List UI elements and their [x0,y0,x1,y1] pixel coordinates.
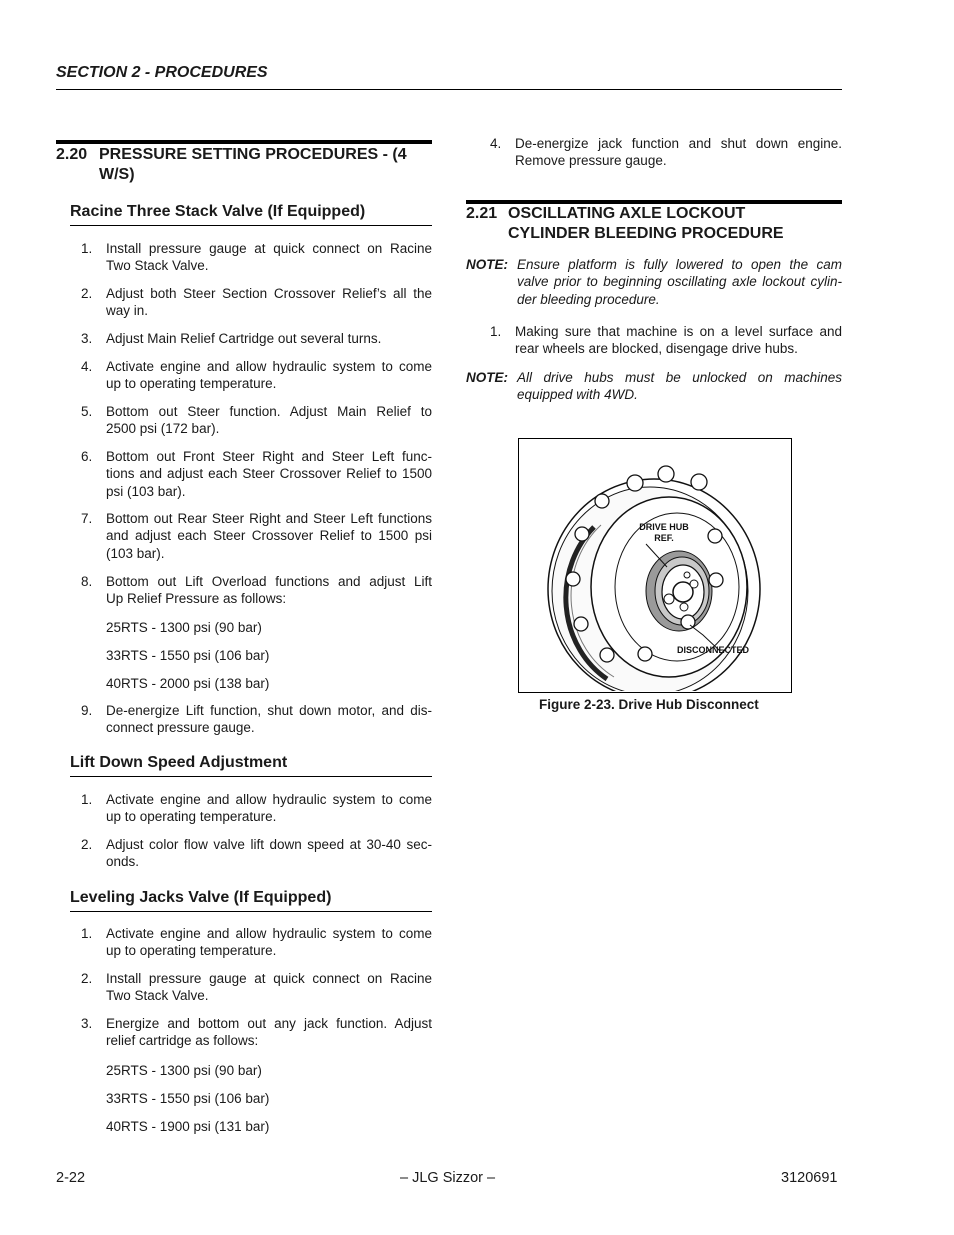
note-block [466,256,842,308]
item-number: 9. [81,703,93,718]
section-title-line1: OSCILLATING AXLE LOCKOUT [508,205,746,222]
item-text-line: way in. [106,303,149,319]
leveling-heading-rule [70,911,432,912]
list-item [81,285,432,320]
section-number: 2.21 [466,205,498,222]
item-text-line: and adjust each Steer Crossover Relief to 1500 psi [106,528,432,544]
item-number: 6. [81,449,93,464]
item-number: 1. [490,324,502,339]
disconnected-label: DISCONNECTED [677,645,750,655]
racine-heading-rule [70,225,432,226]
relief-setting: 25RTS - 1300 psi (90 bar) [106,1063,262,1078]
item-number: 5. [81,404,93,419]
item-text-line: psi (103 bar). [106,483,186,499]
list-item [81,573,432,608]
item-text-line: Remove pressure gauge. [515,153,667,169]
item-number: 7. [81,511,93,526]
figure-caption: Figure 2-23. Drive Hub Disconnect [539,697,759,712]
list-item [81,970,432,1005]
list-item [81,702,432,737]
drive-hub-label-line1: DRIVE HUB [639,522,689,532]
list-item [81,240,432,275]
item-text-line: Energize and bottom out any jack function. Adjust [106,1016,432,1031]
item-number: 3. [81,1016,93,1031]
item-text-line: Two Stack Valve. [106,988,209,1004]
footer-doc-number: 3120691 [781,1170,838,1186]
note-text-line: valve prior to beginning oscillating axle lockout cylin- [517,274,842,290]
item-number: 1. [81,241,93,256]
lift-down-heading: Lift Down Speed Adjustment [70,754,288,771]
list-item [81,836,432,871]
relief-setting: 40RTS - 2000 psi (138 bar) [106,676,270,691]
item-text-line: up to operating temperature. [106,943,277,959]
item-text-line: onds. [106,854,140,870]
note-text-line: All drive hubs must be unlocked on machines [517,370,842,385]
racine-heading: Racine Three Stack Valve (If Equipped) [70,203,366,220]
item-number: 4. [81,359,93,374]
relief-setting: 25RTS - 1300 psi (90 bar) [106,620,262,635]
item-text-line: Install pressure gauge at quick connect on Racine [106,241,432,256]
list-item [81,791,432,826]
list-item [81,448,432,500]
list-item [81,510,432,562]
item-number: 2. [81,837,93,852]
item-text-line: De-energize Lift function, shut down motor, and dis- [106,703,432,718]
list-item [81,1015,432,1050]
drive-hub-figure [518,438,792,693]
section-title-line2: W/S) [99,166,135,183]
item-number: 4. [490,136,502,151]
item-text-line: rear wheels are blocked, disengage drive hubs. [515,341,798,357]
list-item [490,323,842,358]
item-number: 3. [81,331,93,346]
item-text-line: 2500 psi (172 bar). [106,421,220,437]
note-text-line: equipped with 4WD. [517,387,638,403]
relief-setting: 40RTS - 1900 psi (131 bar) [106,1119,270,1134]
item-text-line: Making sure that machine is on a level surface and [515,324,842,339]
list-item [81,358,432,393]
item-text-line: Up Relief Pressure as follows: [106,591,287,607]
item-text-line: tions and adjust each Steer Crossover Relief to 1500 [106,466,432,482]
item-text-line: up to operating temperature. [106,376,277,392]
item-text-line: Activate engine and allow hydraulic system to come [106,792,432,807]
item-text-line: Activate engine and allow hydraulic system to come [106,359,432,374]
note-block [466,369,842,404]
item-text-line: Adjust Main Relief Cartridge out several turns. [106,331,382,346]
item-text-line: Bottom out Lift Overload functions and adjust Lift [106,574,432,589]
list-item [81,925,432,960]
drive-hub-label-line2: REF. [654,533,674,543]
drive-hub-illustration [519,439,790,691]
item-number: 8. [81,574,93,589]
list-item [490,135,842,170]
item-text-line: Activate engine and allow hydraulic system to come [106,926,432,941]
list-item [81,403,432,438]
note-label: NOTE: [466,257,508,272]
item-text-line: Two Stack Valve. [106,258,209,274]
lift-down-heading-rule [70,776,432,777]
item-text-line: Bottom out Rear Steer Right and Steer Left functions [106,511,432,526]
footer-title: – JLG Sizzor – [400,1170,496,1186]
item-text-line: connect pressure gauge. [106,720,255,736]
section-2-20-bar [56,140,432,144]
item-number: 2. [81,286,93,301]
item-text-line: relief cartridge as follows: [106,1033,259,1049]
note-label: NOTE: [466,370,508,385]
item-number: 2. [81,971,93,986]
section-title-line2: CYLINDER BLEEDING PROCEDURE [508,225,784,242]
item-text-line: Install pressure gauge at quick connect on Racine [106,971,432,986]
item-text-line: Adjust both Steer Section Crossover Relief’s all the [106,286,432,301]
note-text-line: Ensure platform is fully lowered to open the cam [517,257,842,272]
item-text-line: Bottom out Front Steer Right and Steer Left func- [106,449,432,464]
section-header: SECTION 2 - PROCEDURES [56,64,268,81]
section-number: 2.20 [56,146,88,163]
section-title-line1: PRESSURE SETTING PROCEDURES - (4 [99,146,407,163]
note-text-line: der bleeding procedure. [517,291,660,307]
item-text-line: (103 bar). [106,545,165,561]
item-text-line: Adjust color flow valve lift down speed at 30-40 sec- [106,837,432,852]
item-number: 1. [81,792,93,807]
relief-setting: 33RTS - 1550 psi (106 bar) [106,648,270,663]
item-text-line: up to operating temperature. [106,809,277,825]
footer-page-number: 2-22 [56,1170,86,1186]
item-text-line: De-energize jack function and shut down engine. [515,136,842,151]
item-number: 1. [81,926,93,941]
item-text-line: Bottom out Steer function. Adjust Main Relief to [106,404,432,419]
relief-setting: 33RTS - 1550 psi (106 bar) [106,1091,270,1106]
header-rule [56,89,842,90]
leveling-heading: Leveling Jacks Valve (If Equipped) [70,889,332,906]
list-item [81,330,432,347]
